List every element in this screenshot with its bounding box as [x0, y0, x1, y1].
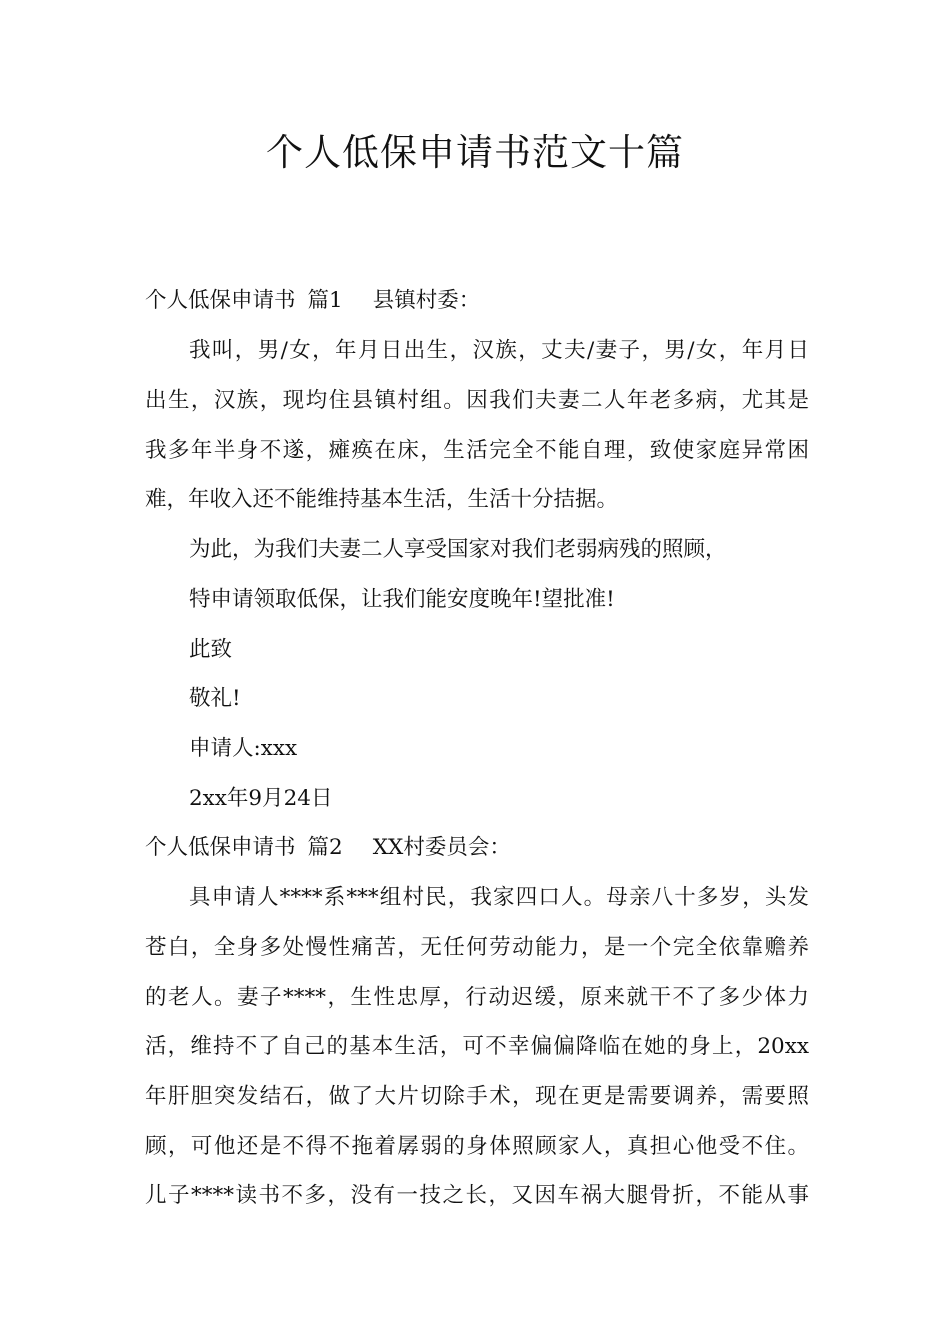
applicant-signature: 申请人:xxx	[189, 736, 298, 761]
section-title: 个人低保申请书	[145, 835, 296, 860]
paragraph-line: 特申请领取低保，让我们能安度晚年!望批准!	[189, 587, 615, 612]
closing-line: 此致	[189, 637, 233, 662]
paragraph-line: 为此，为我们夫妻二人享受国家对我们老弱病残的照顾，	[189, 537, 727, 562]
closing-line: 敬礼!	[189, 686, 241, 711]
paragraph-line: 我叫，男/女，年月日出生，汉族，丈夫/妻子，男/女，年月日	[189, 338, 809, 363]
paragraph-line: 我多年半身不遂，瘫痪在床，生活完全不能自理，致使家庭异常困	[145, 438, 809, 463]
paragraph-line: 难，年收入还不能维持基本生活，生活十分拮据。	[145, 487, 619, 512]
section-number: 篇1	[307, 288, 343, 313]
paragraph-line: 活，维持不了自己的基本生活，可不幸偏偏降临在她的身上，20xx	[145, 1034, 809, 1059]
addressee: 县镇村委：	[372, 288, 481, 313]
paragraph-line: 出生，汉族，现均住县镇村组。因我们夫妻二人年老多病，尤其是	[145, 388, 809, 413]
section-title: 个人低保申请书	[145, 288, 296, 313]
paragraph-line: 具申请人****系***组村民，我家四口人。母亲八十多岁，头发	[189, 885, 809, 910]
paragraph-line: 顾，可他还是不得不拖着孱弱的身体照顾家人，真担心他受不住。	[145, 1134, 809, 1159]
paragraph-line: 苍白，全身多处慢性痛苦，无任何劳动能力，是一个完全依靠赡养	[145, 935, 809, 960]
section-number: 篇2	[307, 835, 343, 860]
paragraph-line: 的老人。妻子****，生性忠厚，行动迟缓，原来就干不了多少体力	[145, 985, 809, 1010]
date-line: 2xx年9月24日	[189, 786, 333, 811]
document-title: 个人低保申请书范文十篇	[266, 131, 684, 174]
section-heading	[145, 286, 480, 316]
paragraph-line: 儿子****读书不多，没有一技之长，又因车祸大腿骨折，不能从事	[145, 1183, 809, 1208]
paragraph-line: 年肝胆突发结石，做了大片切除手术，现在更是需要调养，需要照	[145, 1084, 809, 1109]
addressee: XX村委员会：	[372, 835, 511, 860]
section-heading	[145, 833, 511, 863]
